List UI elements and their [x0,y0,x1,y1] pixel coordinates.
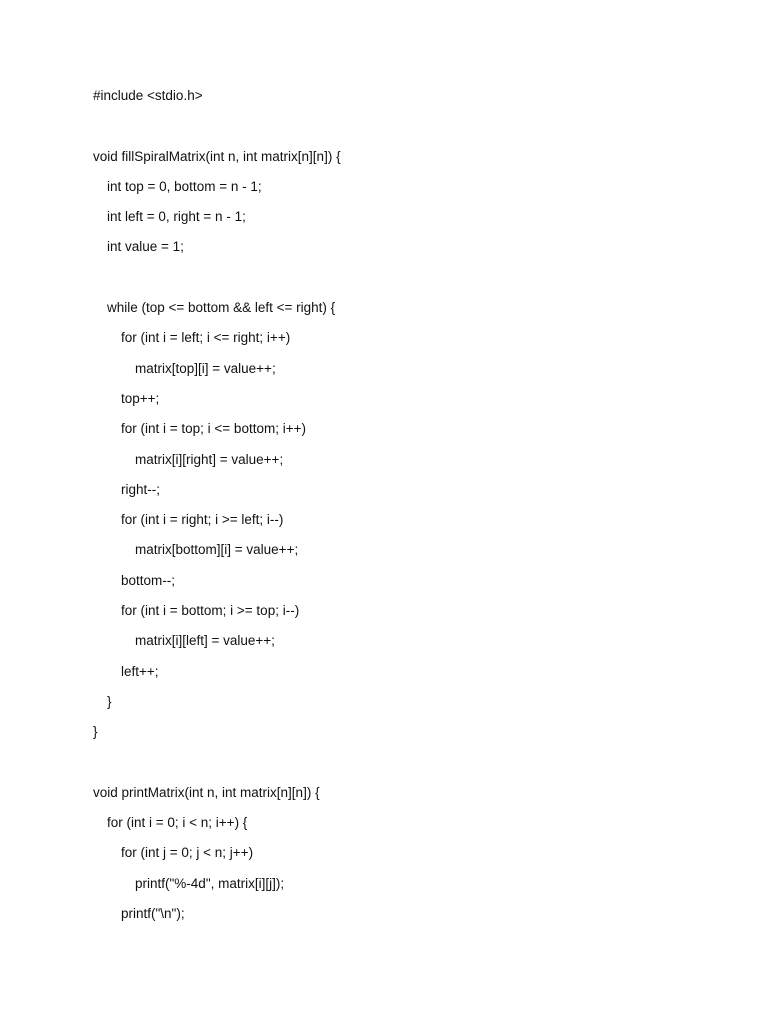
code-line: printf("%-4d", matrix[i][j]); [135,875,285,891]
code-line [93,753,733,783]
code-line: top++; [121,390,160,406]
code-line: matrix[i][left] = value++; [135,633,275,649]
code-listing [93,86,733,934]
code-line: void printMatrix(int n, int matrix[n][n]) { [93,784,320,800]
code-line: for (int j = 0; j < n; j++) [121,845,254,861]
code-line: while (top <= bottom && left <= right) { [107,300,336,316]
code-line: for (int i = left; i <= right; i++) [121,330,291,346]
code-line: for (int i = top; i <= bottom; i++) [121,421,306,437]
code-line: } [93,724,98,740]
code-line: right--; [121,481,161,497]
code-line: } [107,693,112,709]
code-line: printf("\n"); [121,906,185,922]
code-line: int value = 1; [107,239,184,255]
code-line: matrix[bottom][i] = value++; [135,542,299,558]
code-line: int top = 0, bottom = n - 1; [107,178,262,194]
code-line: bottom--; [121,572,176,588]
code-line: for (int i = right; i >= left; i--) [121,512,284,528]
code-line: int left = 0, right = n - 1; [107,209,246,225]
code-line: left++; [121,663,159,679]
code-line [93,268,733,298]
code-line: #include <stdio.h> [93,88,203,103]
code-line: for (int i = 0; i < n; i++) { [107,815,248,831]
code-line [93,116,733,146]
code-line: matrix[top][i] = value++; [135,360,276,376]
code-line: for (int i = bottom; i >= top; i--) [121,603,300,619]
code-line: void fillSpiralMatrix(int n, int matrix[n][n]) { [93,148,341,164]
code-line: matrix[i][right] = value++; [135,451,284,467]
